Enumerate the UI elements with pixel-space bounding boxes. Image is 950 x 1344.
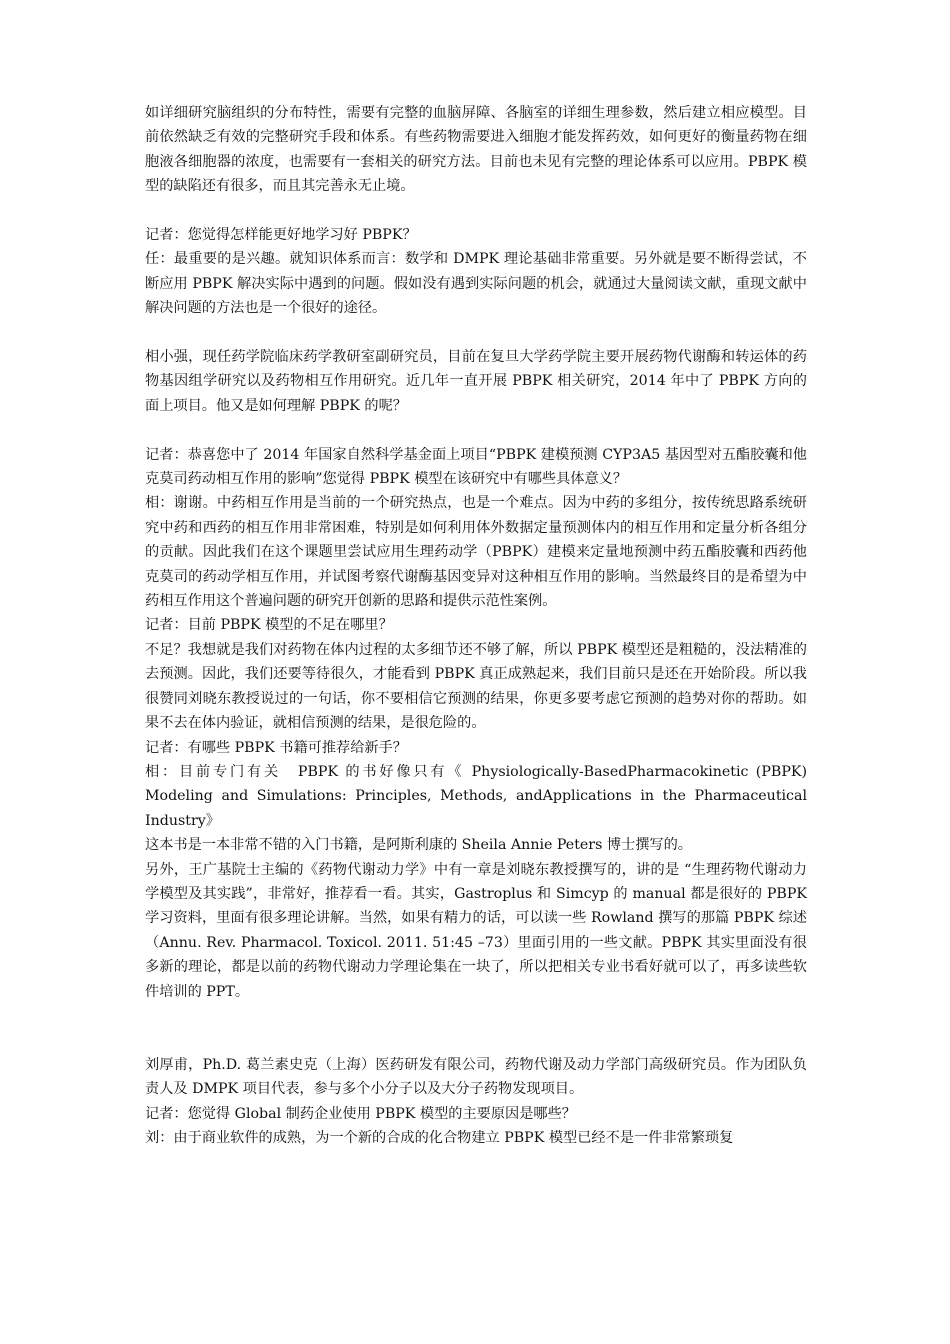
document-page — [145, 101, 807, 1150]
intro-xiang-xiaoqiang: 相小强，现任药学院临床药学教研室副研究员，目前在复旦大学药学院主要开展药物代谢酶和转运体的药物基因组学研究以及药物相互作用研究。近几年一直开展 PBPK 相关研究，2014 年中了 PBPK 方向的面上项目。他又是如何理解 PBPK 的呢？ — [145, 349, 807, 414]
reporter-question-global-pharma: 记者：您觉得 Global 制药企业使用 PBPK 模型的主要原因是哪些？ — [145, 1105, 576, 1122]
paragraph-gap — [145, 1004, 807, 1053]
additional-resources: 另外，王广基院士主编的《药物代谢动力学》中有一章是刘晓东教授撰写的，讲的是 “生理药物代谢动力学模型及其实践”，非常好，推荐看一看。其实，Gastroplus 和 Simcyp 的 manual 都是很好的 PBPK 学习资料，里面有很多理论讲解。当然，如果有精力的话，可以读一些 Rowland 撰写的那篇 PBPK 综述（Annu. Rev. Pharmacol. Toxicol. 2011. 51:45 –73）里面引用的一些文献。PBPK 其实里面没有很多新的理论，都是以前的药物代谢动力学理论集在一块了，所以把相关专业书看好就可以了，再多读些软件培训的 PPT。 — [145, 861, 807, 1000]
answer-learn-pbpk: 任：最重要的是兴趣。就知识体系而言：数学和 DMPK 理论基础非常重要。另外就是要不断得尝试，不断应用 PBPK 解决实际中遇到的问题。假如没有遇到实际问题的机会，就通过大量阅读文献，重现文献中解决问题的方法也是一个很好的途径。 — [145, 251, 807, 317]
answer-books: 相：目前专门有关 PBPK 的书好像只有《 Physiologically-BasedPharmacokinetic (PBPK) Modeling and Simulations: Principles, Methods, andApplications in the Pharmaceutical Industry》 — [145, 763, 807, 829]
intro-liu-houfu: 刘厚甫，Ph.D. 葛兰素史克（上海）医药研发有限公司，药物代谢及动力学部门高级研究员。作为团队负责人及 DMPK 项目代表，参与多个小分子以及大分子药物发现项目。 — [145, 1056, 807, 1098]
paragraph-gap — [145, 321, 807, 345]
answer-project: 相：谢谢。中药相互作用是当前的一个研究热点，也是一个难点。因为中药的多组分，按传统思路系统研究中药和西药的相互作用非常困难，特别是如何利用体外数据定量预测体内的相互作用和定量分析各组分的贡献。因此我们在这个课题里尝试应用生理药动学（PBPK）建模来定量地预测中药五酯胶囊和西药他克莫司的药动学相互作用，并试图考察代谢酶基因变异对这种相互作用的影响。当然最终目的是希望为中药相互作用这个普遍问题的研究开创新的思路和提供示范性案例。 — [145, 495, 807, 610]
answer-global-pharma: 刘：由于商业软件的成熟，为一个新的合成的化合物建立 PBPK 模型已经不是一件非常繁琐复 — [145, 1130, 734, 1146]
reporter-question-project: 记者：恭喜您中了 2014 年国家自然科学基金面上项目“PBPK 建模预测 CYP3A5 基因型对五酯胶囊和他克莫司药动相互作用的影响”您觉得 PBPK 模型在该研究中有哪些具体意义？ — [145, 446, 807, 488]
paragraph-gap — [145, 418, 807, 442]
paragraph-gap — [145, 199, 807, 223]
book-description: 这本书是一本非常不错的入门书籍，是阿斯利康的 Sheila Annie Peters 博士撰写的。 — [145, 837, 692, 854]
reporter-question-books: 记者：有哪些 PBPK 书籍可推荐给新手？ — [145, 739, 407, 756]
reporter-question-learn-pbpk: 记者：您觉得怎样能更好地学习好 PBPK？ — [145, 227, 417, 244]
paragraph-pbpk-limitations: 如详细研究脑组织的分布特性，需要有完整的血脑屏障、各脑室的详细生理参数，然后建立相应模型。目前依然缺乏有效的完整研究手段和体系。有些药物需要进入细胞才能发挥药效，如何更好的衡量药物在细胞液各细胞器的浓度，也需要有一套相关的研究方法。目前也未见有完整的理论体系可以应用。PBPK 模型的缺陷还有很多，而且其完善永无止境。 — [145, 105, 807, 195]
answer-shortcomings: 不足？我想就是我们对药物在体内过程的太多细节还不够了解，所以 PBPK 模型还是粗糙的，没法精准的去预测。因此，我们还要等待很久，才能看到 PBPK 真正成熟起来，我们目前只是还在开始阶段。所以我很赞同刘晓东教授说过的一句话，你不要相信它预测的结果，你更多要考虑它预测的趋势对你的帮助。如果不去在体内验证，就相信预测的结果，是很危险的。 — [145, 641, 807, 732]
reporter-question-shortcomings: 记者：目前 PBPK 模型的不足在哪里？ — [145, 617, 393, 634]
